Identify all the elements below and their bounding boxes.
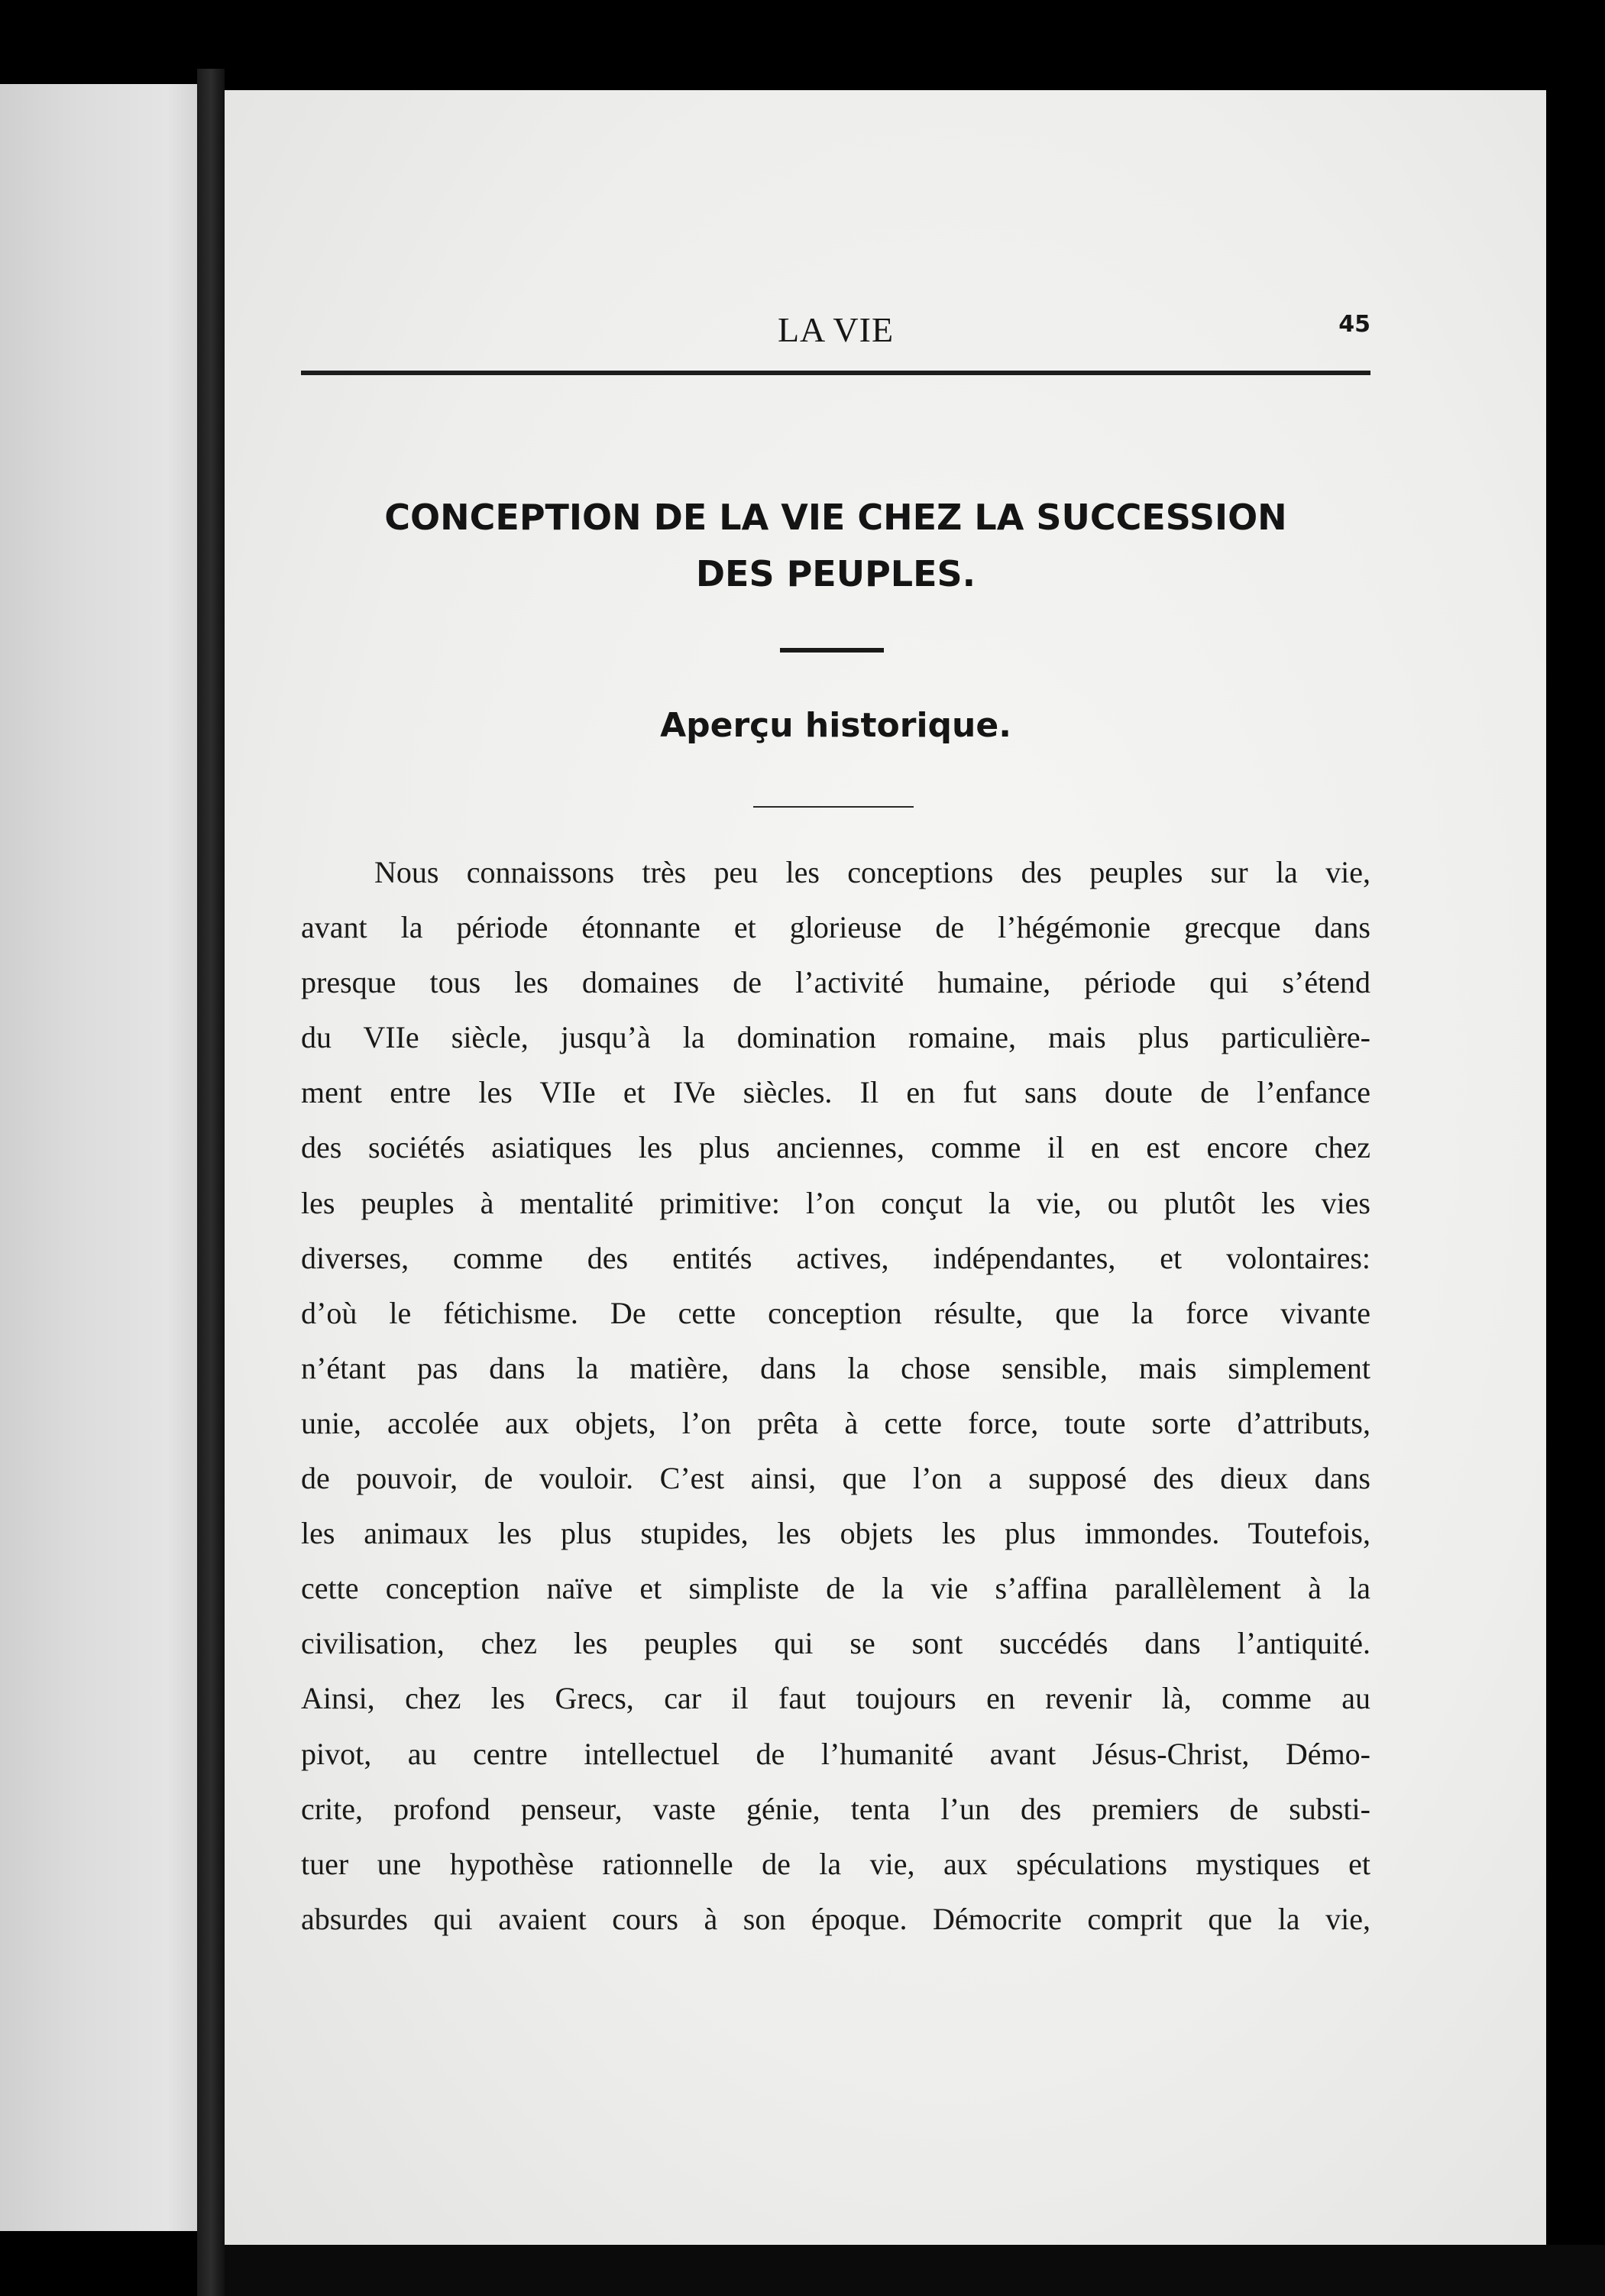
title-separator-rule [780,648,884,653]
section-subtitle: Aperçu historique. [660,706,1011,745]
text-line: Nous connaissons très peu les conceptions des peuples sur la vie, [374,855,1370,889]
book-gutter [197,69,225,2296]
chapter-title-line: DES PEUPLES. [695,553,976,594]
scan-border-bottom [225,2245,1605,2296]
text-line: d’où le fétichisme. De cette conception résulte, que la force vivante [301,1295,1370,1330]
text-line: les animaux les plus stupides, les objets les plus immondes. Toutefois, [301,1516,1370,1551]
facing-page-edge [0,84,197,2231]
text-line: n’étant pas dans la matière, dans la chose sensible, mais simplement [301,1350,1370,1385]
text-line: ment entre les VIIe et IVe siècles. Il en fut sans doute de l’enfance [301,1075,1370,1110]
text-line: civilisation, chez les peuples qui se sont succédés dans l’antiquité. [301,1626,1370,1661]
header-rule [301,371,1370,375]
text-line: de pouvoir, de vouloir. C’est ainsi, que l’on a supposé des dieux dans [301,1461,1370,1496]
text-line: avant la période étonnante et glorieuse de l’hégémonie grecque dans [301,910,1370,945]
text-line: les peuples à mentalité primitive: l’on conçut la vie, ou plutôt les vies [301,1185,1370,1220]
text-line: crite, profond penseur, vaste génie, tenta l’un des premiers de substi- [301,1791,1370,1826]
text-line: tuer une hypothèse rationnelle de la vie, aux spéculations mystiques et [301,1846,1370,1881]
scan-border-right [1546,90,1605,2245]
text-line: pivot, au centre intellectuel de l’humanité avant Jésus-Christ, Démo- [301,1736,1370,1771]
running-header [301,309,1370,355]
running-title: LA VIE [777,310,895,349]
chapter-title-line: CONCEPTION DE LA VIE CHEZ LA SUCCESSION [384,497,1287,538]
text-line: unie, accolée aux objets, l’on prêta à cette force, toute sorte d’attributs, [301,1405,1370,1440]
text-line: presque tous les domaines de l’activité humaine, période qui s’étend [301,965,1370,1000]
subtitle-separator-rule [753,806,914,808]
text-line: des sociétés asiatiques les plus anciennes, comme il en est encore chez [301,1130,1370,1165]
body-paragraph [301,845,1370,1947]
text-line: absurdes qui avaient cours à son époque. Démocrite comprit que la vie, [301,1901,1370,1936]
chapter-title [301,489,1370,602]
text-line: diverses, comme des entités actives, indépendantes, et volontaires: [301,1240,1370,1275]
text-line: du VIIe siècle, jusqu’à la domination romaine, mais plus particulière- [301,1020,1370,1055]
page-number: 45 [1338,311,1370,338]
text-line: cette conception naïve et simpliste de la vie s’affina parallèlement à la [301,1571,1370,1606]
text-line: Ainsi, chez les Grecs, car il faut toujours en revenir là, comme au [301,1681,1370,1716]
